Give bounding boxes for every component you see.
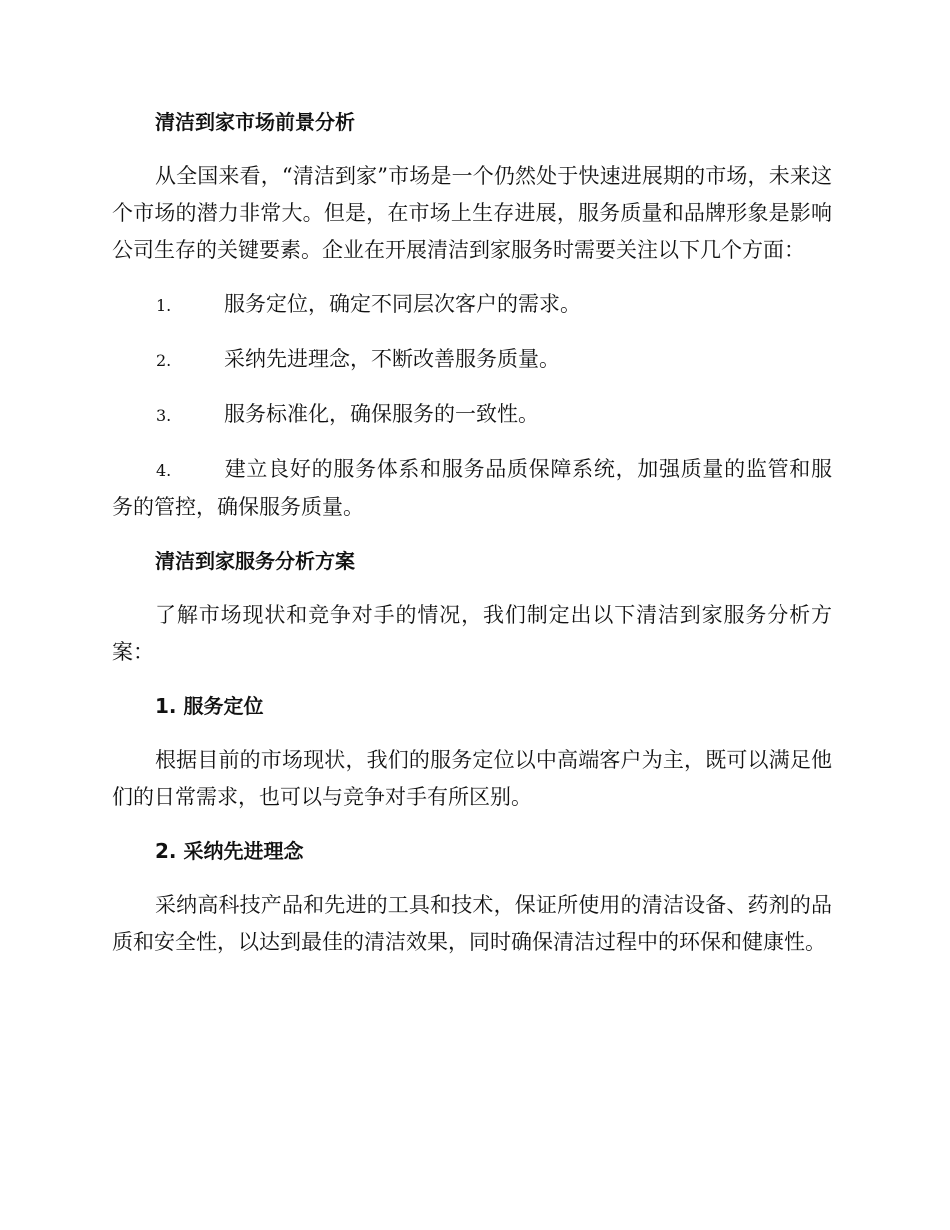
list-item xyxy=(112,286,832,324)
list-number: 2. xyxy=(156,351,172,370)
list-item xyxy=(112,451,832,526)
subsection-title-positioning: 1. 服务定位 xyxy=(155,694,264,718)
subsection-body-advanced-concepts: 采纳高科技产品和先进的工具和技术，保证所使用的清洁设备、药剂的品质和安全性，以达到最佳的清洁效果，同时确保清洁过程中的环保和健康性。 xyxy=(112,893,832,954)
section-heading-service-plan: 清洁到家服务分析方案 xyxy=(155,549,355,573)
subsection-title-advanced-concepts: 2. 采纳先进理念 xyxy=(155,839,304,863)
list-text: 采纳先进理念，不断改善服务质量。 xyxy=(224,347,560,371)
list-text: 服务定位，确定不同层次客户的需求。 xyxy=(224,292,581,316)
list-number: 3. xyxy=(156,406,172,425)
service-plan-intro: 了解市场现状和竞争对手的情况，我们制定出以下清洁到家服务分析方案： xyxy=(112,603,832,664)
list-item xyxy=(112,341,832,379)
document-page xyxy=(112,104,832,978)
market-outlook-intro: 从全国来看，“清洁到家”市场是一个仍然处于快速进展期的市场，未来这个市场的潜力非常大。但是，在市场上生存进展，服务质量和品牌形象是影响公司生存的关键要素。企业在开展清洁到家服务时需要关注以下几个方面： xyxy=(112,164,832,262)
section-heading-market-outlook: 清洁到家市场前景分析 xyxy=(155,110,355,134)
list-text: 建立良好的服务体系和服务品质保障系统，加强质量的监管和服务的管控，确保服务质量。 xyxy=(112,457,832,519)
list-item xyxy=(112,396,832,434)
list-text: 服务标准化，确保服务的一致性。 xyxy=(224,402,539,426)
list-number: 1. xyxy=(156,296,172,315)
subsection-body-positioning: 根据目前的市场现状，我们的服务定位以中高端客户为主，既可以满足他们的日常需求，也可以与竞争对手有所区别。 xyxy=(112,748,832,809)
list-number: 4. xyxy=(156,461,172,480)
